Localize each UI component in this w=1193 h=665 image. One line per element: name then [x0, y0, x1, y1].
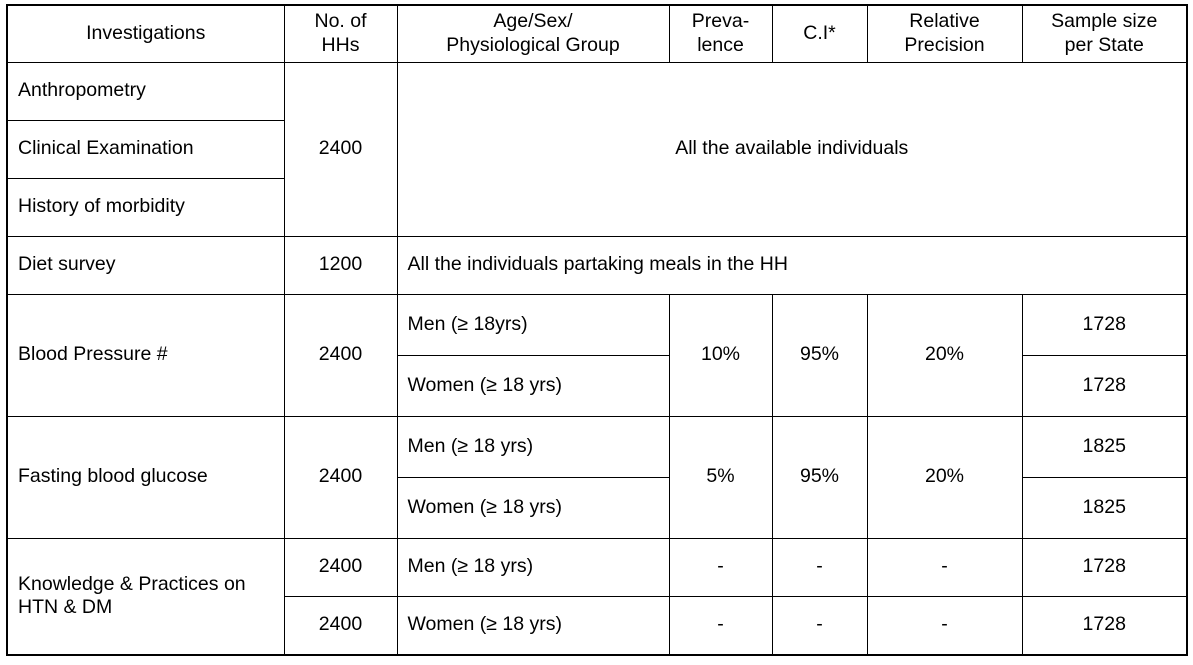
cell-hhs-kp-women: 2400 [284, 596, 397, 655]
cell-hhs-blood-pressure: 2400 [284, 294, 397, 416]
cell-investigation-anthropometry: Anthropometry [7, 62, 284, 120]
cell-hhs-diet-survey: 1200 [284, 236, 397, 294]
cell-group-all-individuals: All the available individuals [397, 62, 1187, 236]
column-header-no-of-hhs [284, 5, 397, 62]
table-row [7, 62, 1187, 120]
column-header-relative-precision-line2: Precision [904, 33, 985, 56]
column-header-prevalence-line1: Preva- [691, 10, 750, 32]
cell-precision-kp-women: - [867, 596, 1022, 655]
cell-investigation-clinical-examination: Clinical Examination [7, 120, 284, 178]
column-header-no-of-hhs-line1: No. of [314, 10, 367, 32]
cell-sample-fbg-men: 1825 [1022, 416, 1187, 477]
cell-investigation-fasting-blood-glucose: Fasting blood glucose [7, 416, 284, 538]
column-header-investigations [7, 5, 284, 62]
column-header-group [397, 5, 669, 62]
cell-group-diet-survey: All the individuals partaking meals in the HH [397, 236, 1187, 294]
column-header-group-line2: Physiological Group [446, 33, 620, 56]
cell-prevalence-bp: 10% [669, 294, 772, 416]
cell-hhs-anthropometry-group: 2400 [284, 62, 397, 236]
table-body [7, 62, 1187, 655]
cell-group-kp-women: Women (≥ 18 yrs) [397, 596, 669, 655]
cell-group-bp-men: Men (≥ 18yrs) [397, 294, 669, 355]
cell-ci-kp-men: - [772, 538, 867, 596]
table-row [7, 236, 1187, 294]
cell-ci-bp: 95% [772, 294, 867, 416]
column-header-sample-size-line1: Sample size [1051, 10, 1158, 32]
cell-group-bp-women: Women (≥ 18 yrs) [397, 355, 669, 416]
cell-group-kp-men: Men (≥ 18 yrs) [397, 538, 669, 596]
column-header-group-line1: Age/Sex/ [493, 10, 573, 32]
column-header-no-of-hhs-line2: HHs [321, 33, 360, 56]
cell-hhs-fasting-blood-glucose: 2400 [284, 416, 397, 538]
column-header-sample-size [1022, 5, 1187, 62]
column-header-ci-text: C.I* [803, 21, 836, 44]
column-header-sample-size-line2: per State [1064, 33, 1144, 56]
cell-ci-fbg: 95% [772, 416, 867, 538]
cell-precision-kp-men: - [867, 538, 1022, 596]
cell-investigation-diet-survey: Diet survey [7, 236, 284, 294]
table-row [7, 416, 1187, 477]
cell-prevalence-kp-men: - [669, 538, 772, 596]
cell-ci-kp-women: - [772, 596, 867, 655]
cell-sample-bp-women: 1728 [1022, 355, 1187, 416]
cell-group-fbg-women: Women (≥ 18 yrs) [397, 477, 669, 538]
cell-hhs-kp-men: 2400 [284, 538, 397, 596]
table-row [7, 538, 1187, 596]
survey-design-table [6, 4, 1188, 656]
cell-investigation-blood-pressure: Blood Pressure # [7, 294, 284, 416]
cell-investigation-knowledge-practices: Knowledge & Practices on HTN & DM [7, 538, 284, 655]
table-row [7, 294, 1187, 355]
cell-sample-bp-men: 1728 [1022, 294, 1187, 355]
table-header [7, 5, 1187, 62]
column-header-ci [772, 5, 867, 62]
cell-precision-fbg: 20% [867, 416, 1022, 538]
cell-prevalence-kp-women: - [669, 596, 772, 655]
column-header-relative-precision-line1: Relative [909, 10, 980, 32]
cell-sample-kp-women: 1728 [1022, 596, 1187, 655]
column-header-investigations-text: Investigations [86, 21, 206, 44]
cell-sample-kp-men: 1728 [1022, 538, 1187, 596]
cell-investigation-history-of-morbidity: History of morbidity [7, 178, 284, 236]
cell-group-fbg-men: Men (≥ 18 yrs) [397, 416, 669, 477]
column-header-prevalence-line2: lence [697, 33, 744, 56]
cell-prevalence-fbg: 5% [669, 416, 772, 538]
cell-precision-bp: 20% [867, 294, 1022, 416]
column-header-relative-precision [867, 5, 1022, 62]
table-header-row [7, 5, 1187, 62]
column-header-prevalence [669, 5, 772, 62]
cell-sample-fbg-women: 1825 [1022, 477, 1187, 538]
